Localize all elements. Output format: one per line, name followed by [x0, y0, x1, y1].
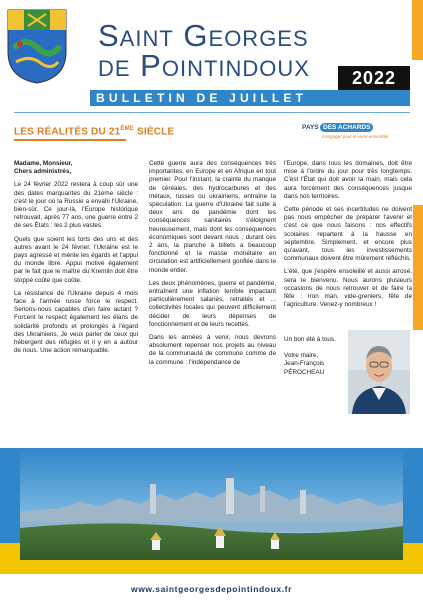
pays-logo-text: PAYS — [302, 124, 319, 131]
signature-block — [284, 336, 346, 377]
paragraph: l'Europe, dans tous les domaines, doit être mise à l'ordre du jour pour très longtemps. C'est l'État qui doit avoir la main, mais cela aura forcément des conséquences jusque dans nos territoires. — [284, 160, 412, 200]
salutation: Madame, Monsieur, Chers administrés, — [14, 160, 73, 176]
paragraph: Dans les années à venir, nous devrons absolument repenser nos projets au niveau de la communauté de commune comme de la commune : l'indépendance de — [149, 334, 276, 366]
year-badge: 2022 — [338, 66, 410, 90]
paragraph: Cette période et ses incertitudes ne doivent pas nous empêcher de préparer l'avenir et c'est ce que nous faisons : nos effectifs scolaires repartent à la hausse en septembre. Simplement, et encore plus qu'avant, tous les investissements communaux doivent être mûrement réfléchis. — [284, 206, 412, 263]
paragraph: Le 24 février 2022 restera à coup sûr une des dates marquantes du 21ème siècle : c'est le jour où la Russie a envahi l'Ukraine, bien-sûr. Ce jour-là, l'Europe historique retrouvait, après 77 ans, une guerre entre 2 de ses États : les 2 plus vastes. — [14, 181, 138, 230]
signature-name: Jean-François PÉROCHEAU — [284, 360, 325, 376]
paragraph: La résistance de l'Ukraine depuis 4 mois face à l'armée russe force le respect. Serions-nous capables d'en faire autant ? Forcent le respect également les élans de solidarité profonds et prolongés à l'égard des Ukrainiens. Je veux parler de ceux qui hébergent des réfugiés et il y en a autour de nous. Une action remarquable. — [14, 289, 138, 355]
pays-logo-tagline: s'engager pour le vivre-ensemble — [322, 134, 389, 139]
article-column-3 — [284, 160, 412, 314]
pays-logo-name: DES ACHARDS — [320, 123, 373, 132]
orange-corner-tab — [412, 0, 423, 60]
title-line-2: de Pointindoux — [98, 48, 310, 83]
article-column-1 — [14, 160, 138, 360]
bulletin-banner: BULLETIN DE JUILLET — [90, 90, 410, 106]
paragraph: L'été, que j'espère ensoleillé et aussi arrosé, sera le bienvenu. Nous aurons plusieurs occasions de nous retrouver et de faire la fête : Iron man, vide-greniers, fête de l'agriculture. Venez-y nombreux ! — [284, 268, 412, 309]
right-orange-tab — [413, 205, 423, 330]
section-underline — [14, 139, 126, 141]
header-divider — [14, 112, 410, 113]
paragraph: Quels que soient les torts des uns et des autres avant le 24 février, l'Ukraine est le pays agressé et mérite les égards et l'appui du monde libre. Appui motivé également par le fait que le maître du Kremlin doit être stoppé coûte que coûte. — [14, 235, 138, 284]
image-caption: La ville de Kiev, en Ukraine - Pixabay — [156, 576, 236, 581]
article-column-2 — [149, 160, 276, 372]
title-line-1: Saint Georges — [98, 18, 309, 53]
closing-wish: Un bon été à tous. — [284, 336, 336, 343]
paragraph: Les deux phénomènes, guerre et pandémie, entraînent une inflation terrible impactant particulièrement salariés, retraités et ... collectivités locales qui peuvent difficilement décider de leurs dépenses de fonctionnement et de leurs recettes. — [149, 279, 276, 328]
mayor-photo — [348, 330, 410, 414]
paragraph: Cette guerre aura des conséquences très importantes, en Europe et en Afrique en tout premier. Pour l'instant, la crainte du manque de céréales, des hydrocarbures et des métaux, russes ou ukrainiens, entraîne la spéculation. La guerre d'Ukraine fait suite à deux ans de pandémie dont les conséquences sanitaires s'éloignent heureusement, mais dont les conséquences économiques sont devant nous : durant ces 2 ans, la planche à billets a beaucoup fonctionné et la masse monétaire en circulation est artificiellement gonflée dans le monde entier. — [149, 160, 276, 274]
kiev-panorama-image — [0, 448, 423, 574]
signature-title: Votre maire, — [284, 352, 319, 360]
municipal-crest-icon — [6, 8, 68, 84]
section-title: LES RÉALITÉS DU 21ÈME SIÈCLE — [14, 126, 175, 138]
website-link[interactable]: www.saintgeorgesdepointindoux.fr — [130, 584, 293, 594]
